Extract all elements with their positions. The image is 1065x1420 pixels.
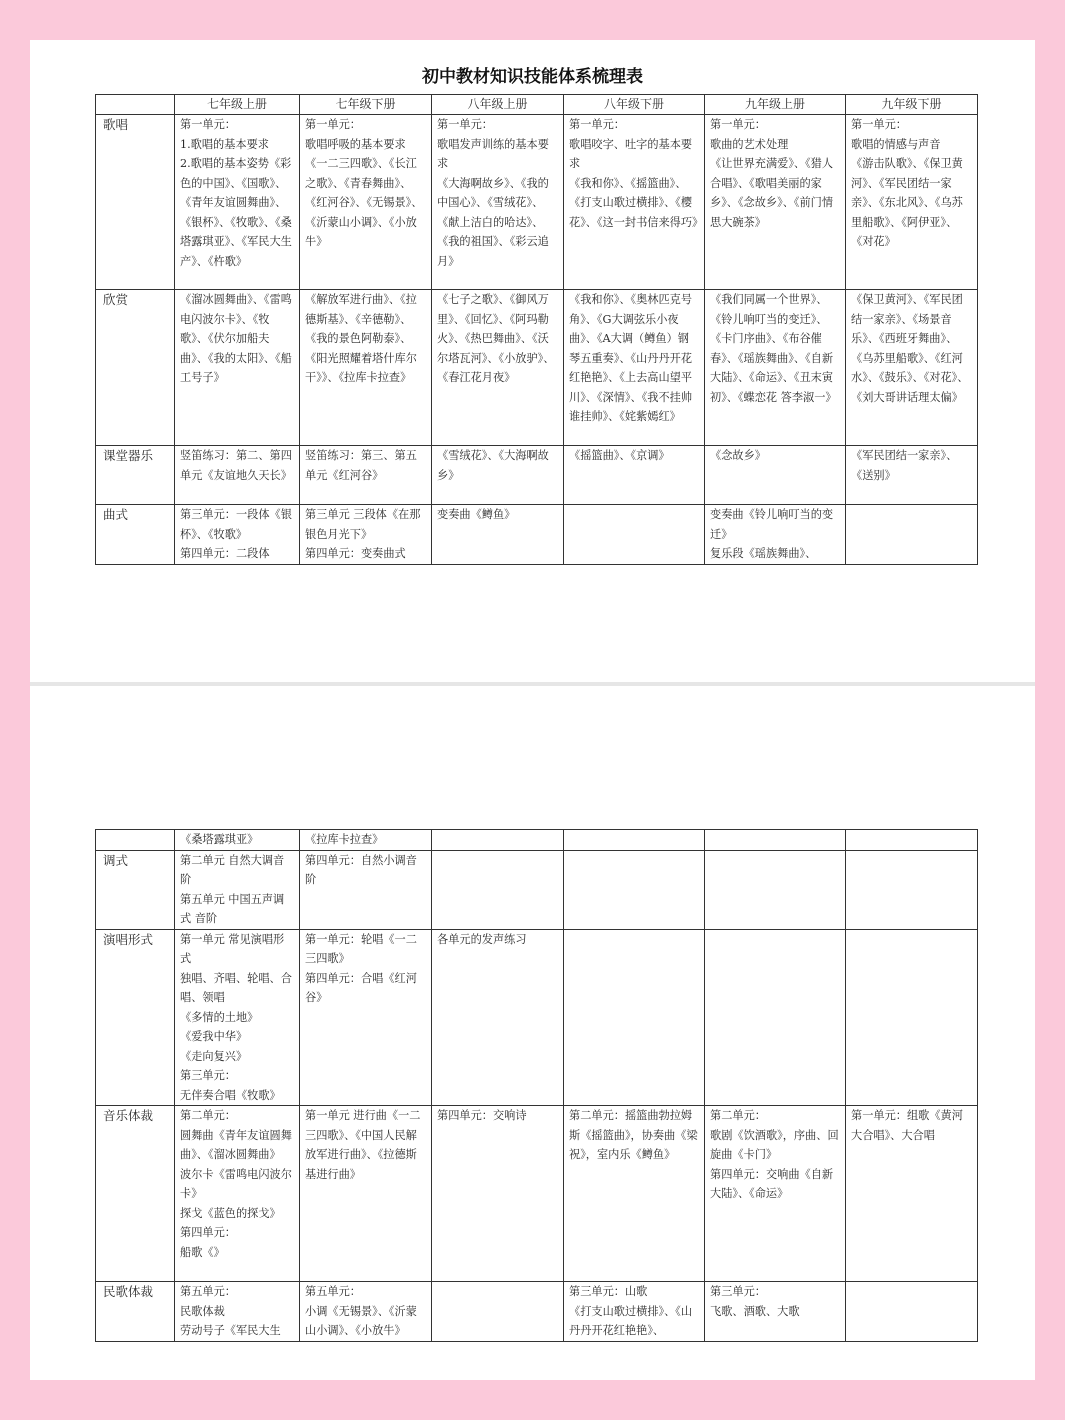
row-header: 歌唱 (96, 115, 175, 290)
table-cell: 第一单元 进行曲《一二三四歌》、《中国人民解放军进行曲》、《拉德斯基进行曲》 (300, 1106, 432, 1282)
table-row-singing (96, 115, 978, 290)
table-cell (846, 505, 978, 565)
table-cell (846, 1282, 978, 1342)
table-cell: 第三单元：山歌 《打支山歌过横排》、《山丹丹开花红艳艳》、 (564, 1282, 705, 1342)
table-cell: 第一单元 常见演唱形式 独唱、齐唱、轮唱、合唱、领唱 《多情的土地》 《爱我中华》 《走向复兴》 第三单元： 无伴奏合唱《牧歌》 (175, 929, 300, 1106)
table-cell: 第五单元： 小调《无锡景》、《沂蒙山小调》、《小放牛》 (300, 1282, 432, 1342)
table-cell (705, 830, 846, 851)
table-cell: 第二单元： 圆舞曲《青年友谊圆舞曲》、《溜冰圆舞曲》 波尔卡《雷鸣电闪波尔卡》 探戈《蓝色的探戈》 第四单元： 船歌《》 (175, 1106, 300, 1282)
row-header: 民歌体裁 (96, 1282, 175, 1342)
table-cell: 第五单元： 民歌体裁 劳动号子《军民大生 (175, 1282, 300, 1342)
table-cell (564, 505, 705, 565)
table-row-form (96, 505, 978, 565)
table-cell: 《七子之歌》、《御风万里》、《回忆》、《阿玛勒火》、《热巴舞曲》、《沃尔塔瓦河》、《小放驴》、《春江花月夜》 (432, 290, 564, 446)
row-header (96, 830, 175, 851)
table-cell: 第二单元：摇篮曲勃拉姆斯《摇篮曲》，协奏曲《梁祝》，室内乐《鳟鱼》 (564, 1106, 705, 1282)
row-header: 欣赏 (96, 290, 175, 446)
table-cell (432, 850, 564, 929)
table-cell: 第二单元： 歌剧《饮酒歌》，序曲、回旋曲《卡门》 第四单元：交响曲《自新大陆》、《命运》 (705, 1106, 846, 1282)
table-cell: 第一单元： 歌唱发声训练的基本要求 《大海啊故乡》、《我的中国心》、《雪绒花》、《献上洁白的哈达》、《我的祖国》、《彩云追月》 (432, 115, 564, 290)
column-header: 八年级下册 (564, 95, 705, 115)
table-cell: 第一单元： 歌唱呼吸的基本要求《一二三四歌》、《长江之歌》、《青春舞曲》、《红河谷》、《无锡景》、《沂蒙山小调》、《小放牛》 (300, 115, 432, 290)
knowledge-table-part-1 (95, 94, 978, 565)
table-cell: 《桑塔露琪亚》 (175, 830, 300, 851)
document-page-1 (30, 40, 1035, 682)
table-cell (846, 830, 978, 851)
table-cell (564, 830, 705, 851)
table-cell: 《军民团结一家亲》、《送别》 (846, 446, 978, 505)
table-cell: 第三单元：一段体《银杯》、《牧歌》 第四单元：二段体 (175, 505, 300, 565)
table-cell: 第一单元：轮唱《一二三四歌》 第四单元：合唱《红河谷》 (300, 929, 432, 1106)
table-cell: 第三单元： 飞歌、酒歌、大歌 (705, 1282, 846, 1342)
table-cell: 第一单元： 歌曲的艺术处理 《让世界充满爱》、《猎人合唱》、《歌唱美丽的家乡》、《念故乡》、《前门情思大碗茶》 (705, 115, 846, 290)
table-cell: 《我们同属一个世界》、《铃儿响叮当的变迁》、《卡门序曲》、《布谷催春》、《瑶族舞曲》、《自新大陆》、《命运》、《丑末寅初》、《蝶恋花 答李淑一》 (705, 290, 846, 446)
table-row-mode (96, 850, 978, 929)
table-cell (846, 929, 978, 1106)
table-cell: 《我和你》、《奥林匹克号角》、《G大调弦乐小夜曲》、《A大调（鳟鱼）钢琴五重奏》、《山丹丹开花红艳艳》、《上去高山望平川》、《深情》、《我不挂帅谁挂帅》、《姹紫嫣红》 (564, 290, 705, 446)
table-cell: 第一单元： 歌唱咬字、吐字的基本要求 《我和你》、《摇篮曲》、《打支山歌过横排》、《樱花》、《这一封书信来得巧》 (564, 115, 705, 290)
table-cell: 《保卫黄河》、《军民团结一家亲》、《场景音乐》、《西班牙舞曲》、《乌苏里船歌》、《红河水》、《鼓乐》、《对花》、《刘大哥讲话理太偏》 (846, 290, 978, 446)
row-header: 曲式 (96, 505, 175, 565)
table-row-performance-form (96, 929, 978, 1106)
table-cell: 第三单元 三段体《在那银色月光下》 第四单元：变奏曲式 (300, 505, 432, 565)
table-cell: 变奏曲《鳟鱼》 (432, 505, 564, 565)
table-cell: 《拉库卡拉查》 (300, 830, 432, 851)
row-header: 调式 (96, 850, 175, 929)
table-cell: 《溜冰圆舞曲》、《雷鸣电闪波尔卡》、《牧歌》、《伏尔加船夫曲》、《我的太阳》、《船工号子》 (175, 290, 300, 446)
table-cell: 第四单元：自然小调音阶 (300, 850, 432, 929)
row-header: 音乐体裁 (96, 1106, 175, 1282)
continuation-row (96, 830, 978, 851)
table-row-music-genre (96, 1106, 978, 1282)
table-cell: 《摇篮曲》、《京调》 (564, 446, 705, 505)
document-title: 初中教材知识技能体系梳理表 (422, 67, 643, 87)
corner-cell (96, 95, 175, 115)
table-cell (432, 830, 564, 851)
column-header: 七年级下册 (300, 95, 432, 115)
table-cell: 《解放军进行曲》、《拉德斯基》、《辛德勒》、《我的景色阿勒泰》、《阳光照耀着塔什库尔干》》、《拉库卡拉查》 (300, 290, 432, 446)
table-cell: 各单元的发声练习 (432, 929, 564, 1106)
row-header: 课堂器乐 (96, 446, 175, 505)
table-cell (564, 850, 705, 929)
table-cell (705, 850, 846, 929)
column-header: 九年级上册 (705, 95, 846, 115)
table-cell: 变奏曲《铃儿响叮当的变迁》 复乐段《瑶族舞曲》、 (705, 505, 846, 565)
table-cell: 竖笛练习：第三、第五单元《红河谷》 (300, 446, 432, 505)
table-cell: 竖笛练习：第二、第四单元《友谊地久天长》 (175, 446, 300, 505)
header-row (96, 95, 978, 115)
table-cell: 《念故乡》 (705, 446, 846, 505)
table-row-appreciation (96, 290, 978, 446)
table-cell: 第四单元：交响诗 (432, 1106, 564, 1282)
table-cell: 第一单元： 1.歌唱的基本要求 2.歌唱的基本姿势《彩色的中国》、《国歌》、《青年友谊圆舞曲》、《银杯》、《牧歌》、《桑塔露琪亚》、《军民大生产》、《杵歌》 (175, 115, 300, 290)
table-row-folk-genre (96, 1282, 978, 1342)
document-page-2 (30, 686, 1035, 1380)
table-cell: 《雪绒花》、《大海啊故乡》 (432, 446, 564, 505)
table-cell: 第一单元：组歌《黄河大合唱》、大合唱 (846, 1106, 978, 1282)
knowledge-table-part-2 (95, 829, 978, 1342)
table-cell (705, 929, 846, 1106)
table-cell (564, 929, 705, 1106)
table-cell: 第一单元： 歌唱的情感与声音 《游击队歌》、《保卫黄河》、《军民团结一家亲》、《东北风》、《乌苏里船歌》、《阿伊亚》、《对花》 (846, 115, 978, 290)
table-cell (432, 1282, 564, 1342)
table-cell (846, 850, 978, 929)
column-header: 八年级上册 (432, 95, 564, 115)
table-row-instruments (96, 446, 978, 505)
row-header: 演唱形式 (96, 929, 175, 1106)
column-header: 七年级上册 (175, 95, 300, 115)
column-header: 九年级下册 (846, 95, 978, 115)
table-cell: 第二单元 自然大调音阶 第五单元 中国五声调式 音阶 (175, 850, 300, 929)
